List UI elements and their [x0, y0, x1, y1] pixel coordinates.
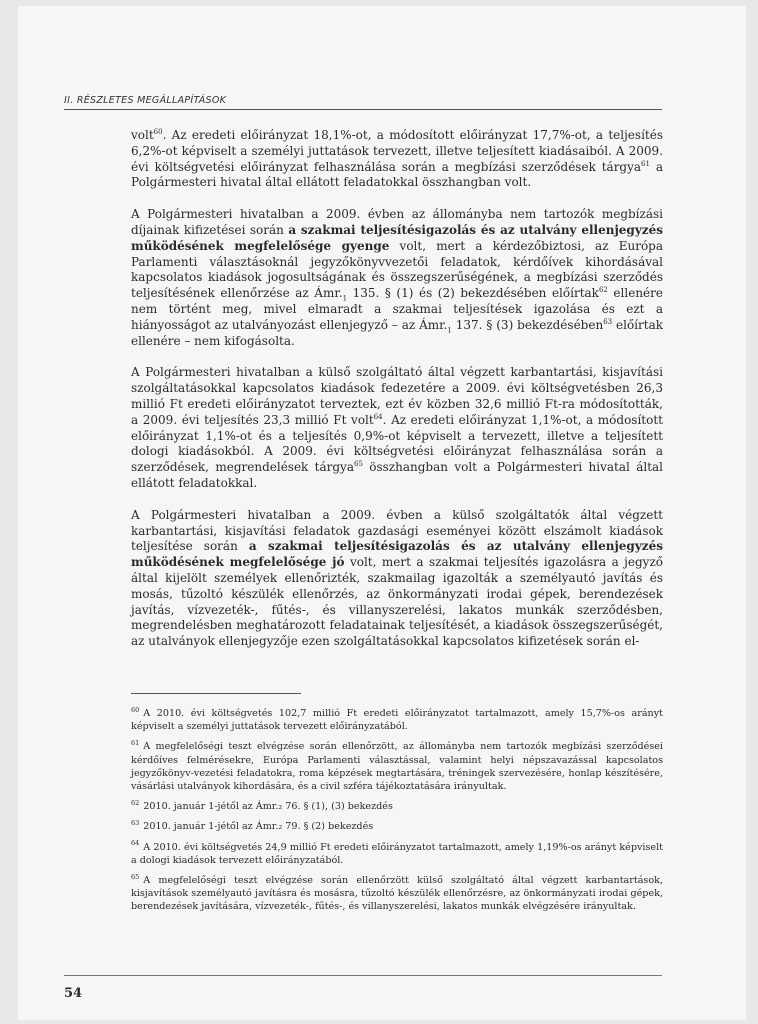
text-run: volt, mert a kérdezőbiztosi, az Európa Parlamenti választásoknál jegyzőkönyvvezetői feladatok, kérdőívek kihordásával kapcsolatos kiadások jogosultságának és összegszerűségének, a megbízási szerződés teljesítésének ellenőrzése az Ámr.	[131, 238, 663, 301]
paragraph-1	[131, 128, 663, 191]
footnote-number: 64	[131, 839, 140, 848]
footnote-text: A megfelelőségi teszt elvégzése során ellenőrzött, az állományba nem tartozók megbízási szerződései kérdőíves felmérésekre, Európa Parlamenti választással, valamint helyi népszavazással kapcsolatos jegyzőkönyv-vezetési feladatokra, roma képzések megtartására, tréningek szervezésére, honlap készítésére, vásárlási utalványok kihordására, és a civil szféra tájékoztatására irányultak.	[131, 741, 663, 793]
paragraph-4	[131, 508, 663, 650]
footnote-number: 62	[131, 799, 140, 808]
footnote-text: A megfelelőségi teszt elvégzése során ellenőrzött külső szolgáltató által végzett karbantartások, kisjavítások személyautó javításra és mosásra, tűzoltó készülék ellenőrzésre, az önkormányzati irodai gépek, berendezések javítására, vízvezeték-, fűtés-, és villanyszerelési, lakatos munkák elvégzésére irányultak.	[131, 875, 663, 913]
footnote-ref-65[interactable]: 65	[354, 460, 363, 469]
text-run: A Polgármesteri hivatalban a külső szolgáltató által végzett karbantartási, kisjavítási szolgáltatásokkal kapcsolatos kiadások fedezetére a 2009. évi költségvetésben 26,3 millió Ft eredeti előirányzatot terveztek, ezt év közben 32,6 millió Ft-ra módosították, a 2009. évi teljesítés 23,3 millió Ft volt	[131, 365, 663, 427]
footnote-number: 61	[131, 739, 140, 748]
footnote-60	[131, 707, 663, 733]
text-run: előírtak ellenére – nem kifogásolta.	[131, 317, 663, 348]
text-run: . Az eredeti előirányzat 1,1%-ot, a módosított előirányzat 1,1%-ot és a teljesítés 0,9%-ot képviselt a tervezett, illetve a teljesített dologi kiadásokból. A 2009. évi költségvetési előirányzat felhasználása során a szerződések, megrendelések tárgya	[131, 412, 663, 475]
footnote-number: 60	[131, 705, 140, 714]
text-run: volt, mert a szakmai teljesítés igazolásra a jegyző által kijelölt személyek ellenőrizték, szakmailag igazolták a személyautó javítás és mosás, tűzoltó készülék ellenőrzés, az önkormányzati irodai gépek, berendezések javítás, vízvezeték-, fűtés-, és villanyszerelési, lakatos munkák szerződésben, megrendelésben meghatározott feladatainak teljesítését, a kiadások összegszerűségét, az utalványok ellenjegyzője ezen szolgáltatásokkal kapcsolatos kifizetések során el-	[131, 555, 664, 649]
running-header: II. RÉSZLETES MEGÁLLAPÍTÁSOK	[64, 95, 227, 106]
footnote-number: 65	[131, 872, 140, 881]
footnote-ref-63[interactable]: 63	[603, 317, 613, 326]
footnote-61	[131, 740, 663, 793]
footnote-text: A 2010. évi költségvetés 102,7 millió Ft eredeti előirányzatot tartalmazott, amely 15,7%-os arányt képviselt a személyi juttatások tervezett előirányzatából.	[131, 708, 663, 733]
subscript: 1	[342, 294, 348, 303]
page-number: 54	[64, 986, 83, 1001]
text-run: 135. § (1) és (2) bekezdésében előírtak	[347, 286, 599, 301]
footnote-number: 63	[131, 819, 140, 828]
footnote-63	[131, 820, 663, 833]
text-run: A Polgármesteri hivatalban a 2009. évben a külső szolgáltatók által végzett karbantartási, kisjavítási feladatok gazdasági eseményei között elszámolt kiadások teljesítése során	[131, 507, 663, 554]
footnote-ref-60[interactable]: 60	[153, 128, 163, 136]
bold-finding: a szakmai teljesítésigazolás és az utalvány ellenjegyzés működésének megfelelősége jó	[131, 539, 663, 570]
footer-divider	[64, 975, 662, 976]
footnote-ref-64[interactable]: 64	[373, 412, 383, 421]
footnote-62	[131, 800, 663, 813]
footnote-text: 2010. január 1-jétől az Ámr.₂ 79. § (2) bekezdés	[143, 821, 374, 833]
bold-finding: a szakmai teljesítésigazolás és az utalvány ellenjegyzés működésének megfelelősége gyenge	[131, 222, 664, 253]
footnote-65	[131, 874, 663, 914]
text-run: volt	[131, 128, 154, 142]
footnote-ref-61[interactable]: 61	[641, 159, 650, 168]
footnote-64	[131, 841, 663, 867]
paragraph-2	[131, 207, 663, 349]
text-run: összhangban volt a Polgármesteri hivatal által ellátott feladatokkal.	[131, 460, 664, 490]
body-text	[131, 128, 663, 666]
footnote-text: 2010. január 1-jétől az Ámr.₂ 76. § (1), (3) bekezdés	[143, 801, 393, 813]
footnotes	[131, 707, 663, 921]
footnote-divider	[131, 693, 301, 694]
header-divider	[64, 109, 662, 110]
subscript: 1	[447, 326, 452, 335]
text-run: 137. § (3) bekezdésében	[451, 317, 604, 332]
footnote-ref-62[interactable]: 62	[598, 286, 608, 295]
paragraph-3	[131, 365, 663, 491]
text-run: . Az eredeti előirányzat 18,1%-ot, a módosított előirányzat 17,7%-ot, a teljesítés 6,2%-ot képviselt a személyi juttatások tervezett, illetve teljesített kiadásaiból. A 2009. évi költségvetési előirányzat felhasználása során a megbízási szerződések tárgya	[131, 128, 663, 174]
footnote-text: A 2010. évi költségvetés 24,9 millió Ft eredeti előirányzatot tartalmazott, amely 1,19%-os arányt képviselt a dologi kiadások tervezett előirányzatából.	[131, 841, 663, 866]
text-run: ellenére nem történt meg, mivel elmaradt a szakmai teljesítések igazolása és ezt a hiányosságot az utalványozást ellenjegyző – az Ámr.	[131, 286, 663, 332]
text-run: a Polgármesteri hivatal által ellátott feladatokkal összhangban volt.	[131, 159, 663, 190]
text-run: A Polgármesteri hivatalban a 2009. évben az állományba nem tartozók megbízási díjainak kifizetései során	[131, 207, 663, 237]
